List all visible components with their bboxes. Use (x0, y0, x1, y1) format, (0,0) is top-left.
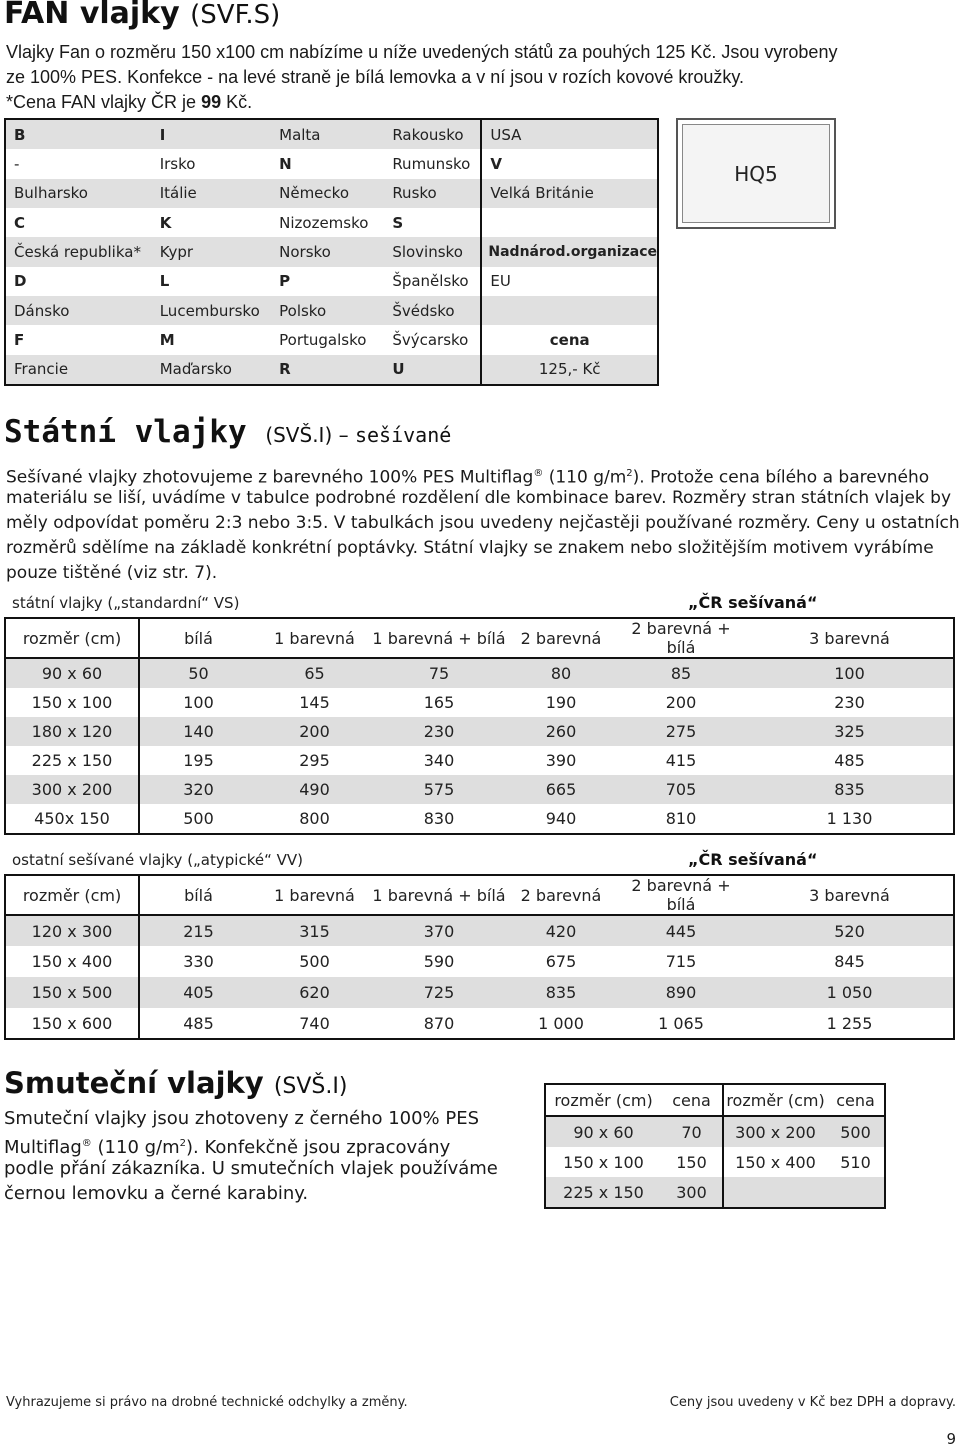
statni-dash: – (338, 423, 349, 447)
table-cell: 320 (139, 775, 257, 804)
statni-line-5: pouze tištěné (viz str. 7). (6, 563, 218, 583)
smutecni-sup: 2 (179, 1138, 187, 1149)
table-row (5, 1008, 954, 1039)
table-cell: 1 000 (538, 1013, 584, 1033)
table-row (545, 1177, 885, 1208)
fan-grid-cell (481, 296, 658, 325)
table-cell: 100 (746, 658, 954, 688)
fan-grid-cell: Maďarsko (152, 355, 271, 385)
table-cell: 520 (746, 915, 954, 946)
fan-grid-cell: Dánsko (5, 296, 152, 325)
fan-grid-cell: S (384, 208, 481, 237)
standard-caption: státní vlajky („standardní“ VS) (12, 594, 240, 612)
fan-grid-cell: U (384, 355, 481, 385)
table-cell: 295 (299, 751, 330, 770)
table-cell: 590 (423, 952, 455, 971)
smutecni-title-text: Smuteční vlajky (4, 1066, 264, 1100)
table-cell: 445 (616, 915, 746, 946)
smutecni-code: (SVŠ.I) (273, 1074, 348, 1099)
table-cell (827, 1177, 885, 1208)
atypical-caption: ostatní sešívané vlajky („atypické“ VV) (12, 851, 303, 869)
column-header: 3 barevná (746, 875, 954, 915)
table-row (5, 946, 954, 977)
fan-country-grid (4, 118, 659, 386)
table-cell: 800 (299, 809, 330, 828)
fan-grid-cell: - (14, 154, 20, 173)
hq5-label: HQ5 (734, 162, 778, 186)
table-cell: 50 (139, 658, 257, 688)
hq5-image-placeholder (676, 118, 836, 229)
table-cell: 1 065 (658, 1013, 704, 1033)
table-cell: 1 130 (826, 809, 873, 828)
table-cell: 275 (616, 717, 746, 746)
table-cell: 230 (834, 693, 865, 712)
table-cell: 225 x 150 (5, 746, 139, 775)
fan-grid-row (5, 208, 658, 237)
fan-grid-cell: Slovinsko (384, 237, 481, 266)
column-header: 2 barevná + bílá (616, 618, 746, 658)
standard-price-table (4, 617, 955, 835)
fan-text-3-suffix: Kč. (221, 92, 253, 112)
fan-grid-cell: Itálie (152, 179, 271, 208)
table-cell: 150 x 400 (735, 1152, 816, 1172)
standard-header-row (5, 618, 954, 658)
fan-code: (SVF.S) (190, 0, 281, 30)
table-row (5, 717, 954, 746)
fan-grid-cell (481, 208, 658, 237)
table-cell: 575 (372, 775, 506, 804)
fan-grid-cell: Francie (5, 355, 152, 385)
table-cell: 485 (834, 751, 865, 770)
table-cell: 180 x 120 (5, 717, 139, 746)
sup-2: 2 (626, 468, 633, 479)
table-cell: 500 (183, 809, 214, 828)
table-row (5, 658, 954, 688)
column-header: 2 barevná + bílá (616, 875, 746, 915)
fan-grid-cell: Velká Británie (481, 179, 658, 208)
table-cell: 1 255 (826, 1013, 873, 1033)
table-cell: 675 (545, 952, 577, 971)
table-cell: 715 (665, 952, 697, 971)
table-cell: 230 (372, 717, 506, 746)
table-row (5, 688, 954, 717)
table-cell: 725 (372, 977, 506, 1008)
fan-grid-row (5, 355, 658, 385)
table-cell: 490 (257, 775, 372, 804)
smutecni-reg: ® (81, 1138, 92, 1149)
table-row (545, 1116, 885, 1147)
fan-grid-cell: Polsko (271, 296, 384, 325)
atypical-cr-label: „ČR sešívaná“ (688, 850, 818, 869)
table-cell: 120 x 300 (5, 915, 139, 946)
table-row (5, 804, 954, 834)
table-cell: 150 x 100 (563, 1152, 644, 1172)
table-cell: 90 x 60 (5, 658, 139, 688)
fan-grid-cell: Nizozemsko (279, 213, 369, 232)
column-header: 1 barevná + bílá (372, 875, 506, 915)
fan-grid-cell: Rusko (384, 179, 481, 208)
fan-grid-cell: Bulharsko (5, 179, 152, 208)
statni-line-1-after: (110 g/m (543, 467, 627, 488)
table-cell: 500 (299, 952, 330, 971)
smutecni-line-3: podle přání zákazníka. U smutečních vlajek používáme (4, 1158, 498, 1179)
fan-grid-cell: Rumunsko (384, 149, 481, 178)
column-header: 1 barevná (257, 618, 372, 658)
fan-grid-cell: L (159, 272, 170, 291)
smutecni-line-2c: ). Konfekčně jsou zpracovány (186, 1137, 451, 1158)
fan-grid-cell: R (271, 355, 384, 385)
statni-line-1-end: ). Protože cena bílého a barevného (632, 467, 930, 488)
table-cell: 940 (545, 809, 577, 828)
table-cell: 75 (372, 658, 506, 688)
table-cell: 485 (183, 1013, 214, 1033)
fan-grid-cell: USA (481, 119, 658, 149)
table-cell: 450x 150 (5, 804, 139, 834)
table-cell: 835 (746, 775, 954, 804)
table-cell: 705 (616, 775, 746, 804)
column-header: rozměr (cm) (723, 1084, 827, 1116)
statni-line-1-text: Sešívané vlajky zhotovujeme z barevného 100% PES Multiflag (6, 467, 534, 488)
fan-grid-row (5, 149, 658, 178)
table-cell: 200 (257, 717, 372, 746)
atypical-header-row (5, 875, 954, 915)
column-header: 1 barevná (257, 875, 372, 915)
fan-grid-cell: EU (490, 272, 511, 291)
table-cell: 665 (506, 775, 616, 804)
table-cell: 810 (665, 809, 697, 828)
table-cell: 390 (545, 751, 577, 770)
statni-line-4: rozměrů sdělíme na základě konkrétní poptávky. Státní vlajky se znakem nebo složitějším motivem vyrábíme (6, 538, 934, 558)
column-header: cena (827, 1084, 885, 1116)
table-row (545, 1147, 885, 1177)
statni-title (4, 414, 451, 450)
table-row (5, 775, 954, 804)
column-header: 2 barevná (506, 618, 616, 658)
fan-grid-cell: M (159, 330, 175, 349)
table-cell: 150 (661, 1147, 723, 1177)
fan-grid-cell: Portugalsko (279, 330, 367, 349)
fan-grid-cell: Švýcarsko (384, 325, 481, 354)
table-cell: 300 x 200 (723, 1116, 827, 1147)
column-header: rozměr (cm) (5, 618, 139, 658)
fan-grid-cell: 125,- Kč (481, 355, 658, 385)
table-cell: 1 050 (746, 977, 954, 1008)
fan-grid-row (5, 267, 658, 296)
smutecni-title (4, 1066, 347, 1100)
table-row (5, 915, 954, 946)
table-cell: 890 (616, 977, 746, 1008)
table-cell: 420 (506, 915, 616, 946)
table-cell: 90 x 60 (545, 1116, 661, 1147)
fan-title (4, 0, 280, 31)
table-cell: 620 (257, 977, 372, 1008)
table-cell: 500 (827, 1116, 885, 1147)
fan-grid-cell: Španělsko (384, 267, 481, 296)
table-cell: 835 (506, 977, 616, 1008)
table-cell: 140 (139, 717, 257, 746)
table-row (5, 746, 954, 775)
smutecni-line-4: černou lemovku a černé karabiny. (4, 1183, 309, 1204)
fan-grid-cell: Rakousko (384, 119, 481, 149)
fan-grid-cell: D (14, 272, 27, 291)
table-cell: 225 x 150 (545, 1177, 661, 1208)
table-cell: 330 (183, 952, 214, 971)
table-cell: 405 (139, 977, 257, 1008)
fan-grid-cell: Irsko (159, 154, 196, 173)
table-cell: 100 (183, 693, 214, 712)
fan-grid-row (5, 179, 658, 208)
fan-grid-cell: P (279, 272, 291, 291)
table-cell: 80 (506, 658, 616, 688)
table-cell: 340 (423, 751, 455, 770)
table-cell: 65 (257, 658, 372, 688)
table-cell (723, 1177, 827, 1208)
fan-cr-price: 99 (201, 92, 222, 112)
table-cell: 190 (545, 693, 577, 712)
table-cell: 870 (423, 1013, 455, 1033)
table-cell: 195 (183, 751, 214, 770)
fan-text-1: Vlajky Fan o rozměru 150 x100 cm nabízíme u níže uvedených států za pouhých 125 Kč. Jsou vyrobeny (6, 42, 838, 62)
fan-text-3-prefix: *Cena FAN vlajky ČR je (6, 92, 202, 112)
statni-code: (SVŠ.I) (265, 423, 333, 447)
column-header: 1 barevná + bílá (372, 618, 506, 658)
smutecni-line-1: Smuteční vlajky jsou zhotoveny z černého 100% PES (4, 1108, 480, 1129)
table-cell: 300 (661, 1177, 723, 1208)
fan-title-text: FAN vlajky (4, 0, 180, 31)
table-cell: 415 (665, 751, 697, 770)
statni-title-text: Státní vlajky (4, 414, 247, 450)
table-cell: 315 (257, 915, 372, 946)
table-cell: 370 (372, 915, 506, 946)
fan-grid-row (5, 119, 658, 149)
table-cell: 150 x 400 (5, 946, 139, 977)
atypical-price-table (4, 874, 955, 1040)
smutecni-header-row (545, 1084, 885, 1116)
smutecni-line-2a: Multiflag (4, 1137, 82, 1158)
column-header: 2 barevná (506, 875, 616, 915)
fan-grid-row (5, 237, 658, 266)
column-header: cena (661, 1084, 723, 1116)
table-cell: 215 (139, 915, 257, 946)
fan-grid-cell: N (279, 154, 292, 173)
standard-cr-label: „ČR sešívaná“ (688, 593, 818, 612)
column-header: bílá (139, 618, 257, 658)
fan-grid-cell: K (159, 213, 172, 232)
smutecni-line-2b: (110 g/m (91, 1137, 180, 1158)
fan-grid-cell: Malta (271, 119, 384, 149)
table-cell: 150 x 500 (5, 977, 139, 1008)
fan-grid-cell: Česká republika* (5, 237, 152, 266)
fan-grid-cell: Nadnárod.organizace (481, 237, 658, 266)
column-header: rozměr (cm) (545, 1084, 661, 1116)
statni-line-2: materiálu se liší, uvádíme v tabulce podrobné rozdělení dle kombinace barev. Rozměry stran státních vlajek by (6, 488, 952, 508)
fan-grid-row (5, 325, 658, 354)
table-cell: 150 x 100 (5, 688, 139, 717)
fan-grid-cell: I (152, 119, 271, 149)
footer-price-note: Ceny jsou uvedeny v Kč bez DPH a dopravy. (669, 1395, 956, 1410)
table-cell: 830 (423, 809, 455, 828)
table-cell: 300 x 200 (5, 775, 139, 804)
statni-line-3: měly odpovídat poměru 2:3 nebo 3:5. V tabulkách jsou uvedeny nejčastěji používané rozměry. Ceny u ostatních (6, 513, 960, 533)
fan-grid-cell: C (14, 213, 26, 232)
statni-kind: sešívané (354, 423, 452, 447)
smutecni-price-table (544, 1083, 886, 1209)
table-cell: 85 (616, 658, 746, 688)
page-number: 9 (946, 1430, 956, 1448)
reg-mark: ® (533, 468, 544, 479)
table-cell: 510 (840, 1152, 871, 1172)
fan-grid-cell: V (490, 154, 502, 173)
table-cell: 845 (834, 952, 865, 971)
column-header: rozměr (cm) (5, 875, 139, 915)
table-cell: 740 (299, 1013, 330, 1033)
table-cell: 325 (746, 717, 954, 746)
fan-grid-cell: Norsko (271, 237, 384, 266)
table-cell: 150 x 600 (5, 1008, 139, 1039)
fan-grid-cell: Lucembursko (152, 296, 271, 325)
fan-grid-cell: B (5, 119, 152, 149)
table-cell: 200 (665, 693, 697, 712)
fan-grid-cell: Německo (271, 179, 384, 208)
table-cell: 260 (506, 717, 616, 746)
fan-text-3 (6, 90, 252, 115)
table-cell: 165 (423, 693, 455, 712)
fan-grid-cell: Švédsko (384, 296, 481, 325)
fan-grid-cell: F (14, 330, 25, 349)
fan-grid-cell: Kypr (152, 237, 271, 266)
fan-text-2: ze 100% PES. Konfekce - na levé straně je bílá lemovka a v ní jsou v rozích kovové kroužky. (6, 67, 745, 87)
table-cell: 145 (299, 693, 330, 712)
footer-disclaimer: Vyhrazujeme si právo na drobné technické odchylky a změny. (6, 1395, 408, 1410)
table-cell: 70 (661, 1116, 723, 1147)
fan-grid-row (5, 296, 658, 325)
column-header: 3 barevná (746, 618, 954, 658)
column-header: bílá (139, 875, 257, 915)
fan-grid-cell: cena (549, 330, 590, 349)
table-row (5, 977, 954, 1008)
